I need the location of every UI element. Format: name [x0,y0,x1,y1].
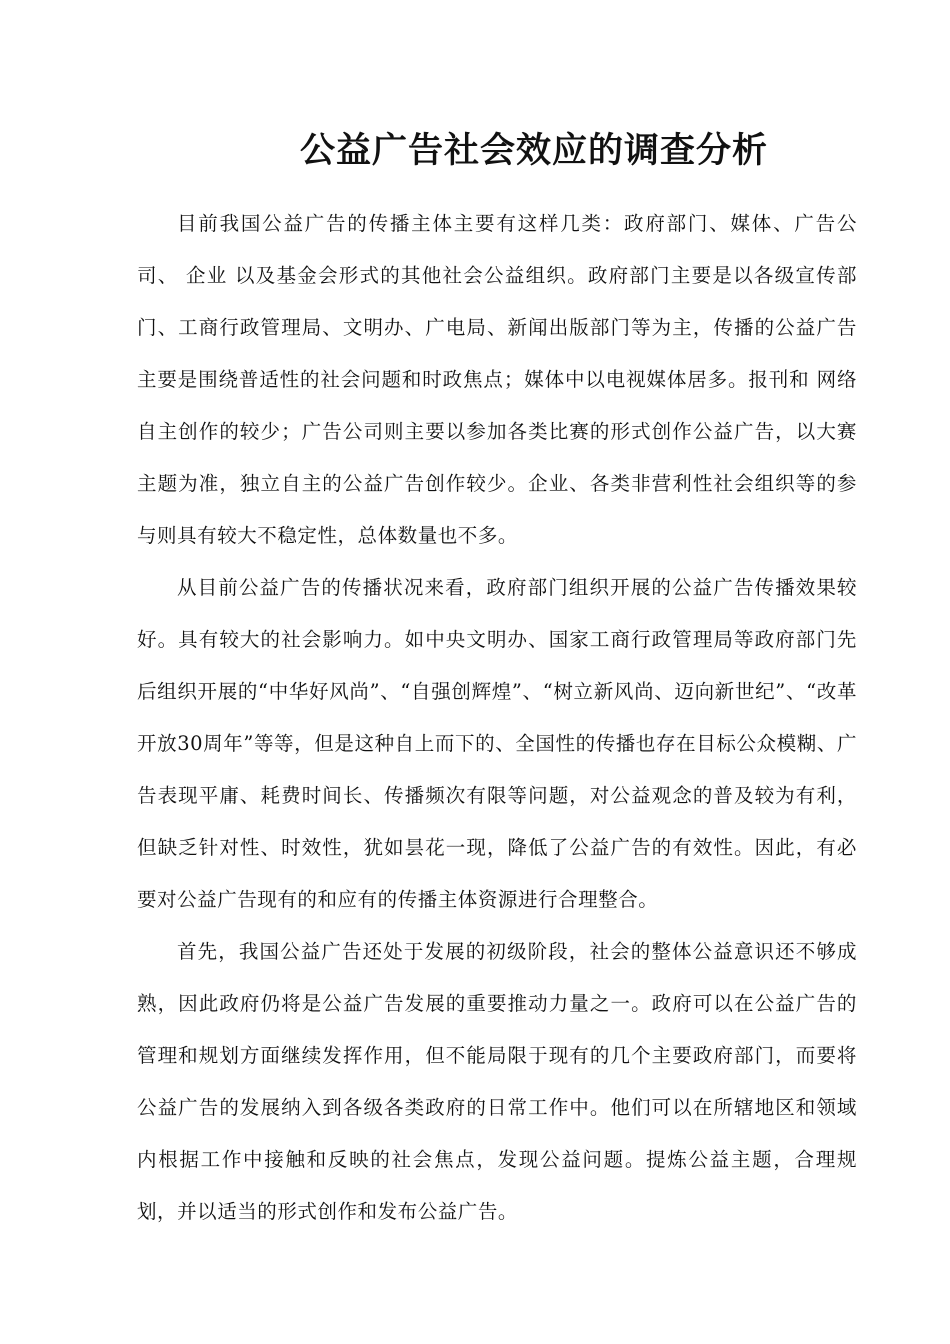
paragraph-2: 从目前公益广告的传播状况来看，政府部门组织开展的公益广告传播效果较好。具有较大的社会影响力。如中央文明办、国家工商行政管理局等政府部门先后组织开展的“中华好风尚”、“自强创辉煌”、“树立新风尚、迈向新世纪”、“改革开放30周年”等等，但是这种自上而下的、全国性的传播也存在目标公众模糊、广告表现平庸、耗费时间长、传播频次有限等问题，对公益观念的普及较为有利，但缺乏针对性、时效性，犹如昙花一现，降低了公益广告的有效性。因此，有必要对公益广告现有的和应有的传播主体资源进行合理整合。 [137,576,857,911]
paragraph-3: 首先，我国公益广告还处于发展的初级阶段，社会的整体公益意识还不够成熟，因此政府仍将是公益广告发展的重要推动力量之一。政府可以在公益广告的管理和规划方面继续发挥作用，但不能局限于现有的几个主要政府部门，而要将公益广告的发展纳入到各级各类政府的日常工作中。他们可以在所辖地区和领域内根据工作中接触和反映的社会焦点，发现公益问题。提炼公益主题，合理规划，并以适当的形式创作和发布公益广告。 [137,940,857,1223]
document-title: 公益广告社会效应的调查分析 [300,130,769,171]
document-body [137,198,857,1238]
paragraph-1: 目前我国公益广告的传播主体主要有这样几类：政府部门、媒体、广告公司、 企业 以及基金会形式的其他社会公益组织。政府部门主要是以各级宣传部门、工商行政管理局、文明办、广电局、新闻出版部门等为主，传播的公益广告主要是围绕普适性的社会问题和时政焦点；媒体中以电视媒体居多。报刊和 网络 自主创作的较少；广告公司则主要以参加各类比赛的形式创作公益广告，以大赛主题为准，独立自主的公益广告创作较少。企业、各类非营利性社会组织等的参与则具有较大不稳定性，总体数量也不多。 [137,212,857,547]
